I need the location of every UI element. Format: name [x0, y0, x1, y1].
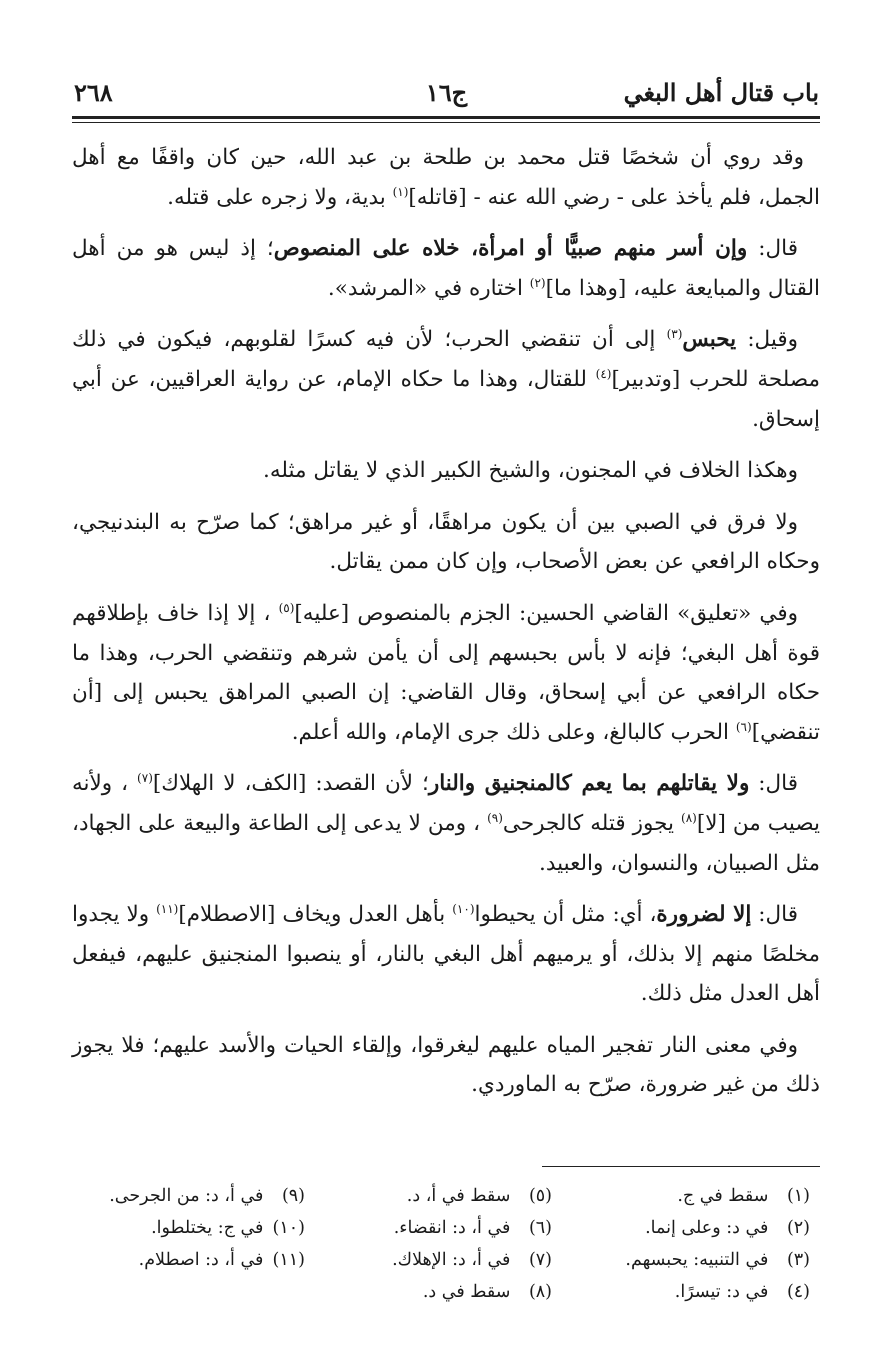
main-text [72, 138, 820, 1117]
footnote-item [75, 1244, 305, 1276]
footnote-ref: (٣) [666, 327, 683, 342]
footnote-number: (١) [786, 1186, 810, 1206]
footnote-item [580, 1212, 810, 1244]
footnote-ref: (١٠) [452, 902, 475, 917]
footnote-text: سقط في ج. [677, 1186, 769, 1206]
bold-matn-text: إلا لضرورة [656, 902, 752, 928]
paragraph [72, 451, 820, 491]
footnote-text: في د: تيسرًا. [674, 1282, 769, 1302]
bold-matn-text: وإن أسر منهم صبيًّا أو امرأة، خلاه على المنصوص [273, 236, 748, 262]
footnote-item [322, 1180, 552, 1212]
header-rule-thin [72, 122, 820, 123]
text-run: ، إلا إذا خاف بإطلاقهم قوة أهل البغي؛ فإنه لا بأس بحبسهم إلى أن يأمن شرهم وتنقضي الحرب، وهذا ما حكاه الرافعي عن أبي إسحاق، وقال القاضي: إن الصبي المراهق يحبس إلى [أن تنقضي] [72, 600, 820, 745]
text-run: بأهل العدل ويخاف [الاصطلام] [178, 902, 453, 928]
footnotes [86, 1180, 810, 1320]
footnote-text: في ج: يختلطوا. [151, 1218, 264, 1238]
footnote-ref: (٦) [735, 719, 752, 734]
text-run: قال: [751, 902, 799, 928]
text-run: ، أي: مثل أن يحيطوا [474, 902, 657, 928]
text-run: قال: [749, 771, 798, 797]
footnote-item [580, 1180, 810, 1212]
footnote-number: (٤) [786, 1282, 810, 1302]
footnote-item [322, 1276, 552, 1308]
text-run: قال: [747, 236, 798, 262]
paragraph [72, 138, 820, 217]
footnote-ref: (٤) [595, 366, 612, 381]
footnote-column-3 [75, 1180, 305, 1276]
text-run: ، ومن لا يدعى إلى الطاعة والبيعة على الجهاد، مثل الصبيان، والنسوان، والعبيد. [72, 810, 820, 876]
bold-matn-text: ولا يقاتلهم بما يعم كالمنجنيق والنار [428, 771, 750, 797]
footnote-text: في د: وعلى إنما. [645, 1218, 769, 1238]
text-run: اختاره في «المرشد». [327, 275, 530, 301]
footnote-item [75, 1212, 305, 1244]
page-header [74, 78, 819, 108]
text-run: ولا فرق في الصبي بين أن يكون مراهقًا، أو غير مراهق؛ كما صرّح به البندنيجي، وحكاه الرافعي عن بعض الأصحاب، وإن كان ممن يقاتل. [72, 509, 820, 575]
footnote-number: (٢) [786, 1218, 810, 1238]
text-run: وقيل: [736, 327, 798, 353]
footnote-ref: (٢) [529, 275, 546, 290]
text-run: وقد روي أن شخصًا قتل محمد بن طلحة بن عبد الله، حين كان واقفًا مع أهل الجمل، فلم يأخذ على - رضي الله عنه - [قاتله] [72, 145, 820, 210]
bold-matn-text: يحبس [682, 327, 737, 353]
footnote-text: في التنبيه: يحبسهم. [625, 1250, 769, 1270]
text-run: وهكذا الخلاف في المجنون، والشيخ الكبير الذي لا يقاتل مثله. [263, 458, 798, 484]
footnote-text: سقط في أ، د. [406, 1186, 511, 1206]
footnote-text: سقط في د. [422, 1282, 511, 1302]
footnote-column-1 [580, 1180, 810, 1308]
text-run: الحرب كالبالغ، وعلى ذلك جرى الإمام، والله أعلم. [291, 719, 736, 745]
footnote-ref: (٨) [681, 810, 697, 825]
footnote-text: في أ، د: اصطلام. [138, 1250, 264, 1270]
text-run: ؛ إذ ليس هو من أهل القتال والمبايعة عليه، [وهذا ما] [72, 236, 820, 301]
footnote-text: في أ، د: الإهلاك. [392, 1250, 511, 1270]
text-run: وفي معنى النار تفجير المياه عليهم ليغرقوا، وإلقاء الحيات والأسد عليهم؛ فلا يجوز ذلك من غير ضرورة، صرّح به الماوردي. [72, 1032, 820, 1098]
text-run: وفي «تعليق» القاضي الحسين: الجزم بالمنصوص [عليه] [294, 600, 799, 626]
footnote-ref: (٥) [278, 600, 295, 615]
footnote-number: (٦) [528, 1218, 552, 1238]
paragraph [72, 229, 820, 308]
paragraph [72, 1026, 820, 1105]
footnote-item [580, 1244, 810, 1276]
footnote-item [322, 1212, 552, 1244]
footnote-number: (٥) [528, 1186, 552, 1206]
header-rule-thick [72, 116, 820, 119]
footnote-number: (١٠) [272, 1218, 305, 1238]
text-run: بدية، ولا زجره على قتله. [167, 184, 393, 210]
footnote-ref: (٧) [137, 771, 153, 786]
footnote-item [322, 1244, 552, 1276]
footnote-column-2 [322, 1180, 552, 1308]
footnote-text: في أ، د: من الجرحى. [109, 1186, 264, 1206]
footnote-ref: (١١) [156, 902, 179, 917]
footnote-number: (٨) [528, 1282, 552, 1302]
text-run: ، ولأنه يصيب من [لا] [72, 771, 820, 836]
paragraph [72, 764, 820, 883]
paragraph [72, 503, 820, 582]
footnote-number: (٣) [786, 1250, 810, 1270]
footnote-text: في أ، د: انقضاء. [393, 1218, 511, 1238]
chapter-title: باب قتال أهل البغي [623, 78, 819, 107]
paragraph [72, 594, 820, 752]
paragraph [72, 895, 820, 1014]
footnote-separator [542, 1166, 820, 1167]
text-run: ؛ لأن القصد: [الكف، لا الهلاك] [152, 771, 429, 797]
volume-label: ج١٦ [425, 78, 468, 107]
footnote-ref: (١) [392, 184, 409, 199]
paragraph [72, 320, 820, 439]
text-run: يجوز قتله كالجرحى [502, 810, 681, 836]
footnote-item [75, 1180, 305, 1212]
text-run: إلى أن تنقضي الحرب؛ لأن فيه كسرًا لقلوبهم، فيكون في ذلك مصلحة للحرب [وتدبير] [72, 327, 821, 392]
footnote-number: (٩) [281, 1186, 305, 1206]
page-number: ٢٦٨ [74, 78, 113, 107]
footnote-number: (١١) [272, 1250, 305, 1270]
footnote-number: (٧) [528, 1250, 552, 1270]
text-run: ولا يجدوا مخلصًا منهم إلا بذلك، أو يرميهم أهل البغي بالنار، أو ينصبوا المنجنيق عليهم، فيفعل أهل العدل مثل ذلك. [72, 902, 820, 1007]
text-run: للقتال، وهذا ما حكاه الإمام، عن رواية العراقيين، عن أبي إسحاق. [72, 366, 820, 432]
footnote-item [580, 1276, 810, 1308]
footnote-ref: (٩) [487, 810, 503, 825]
